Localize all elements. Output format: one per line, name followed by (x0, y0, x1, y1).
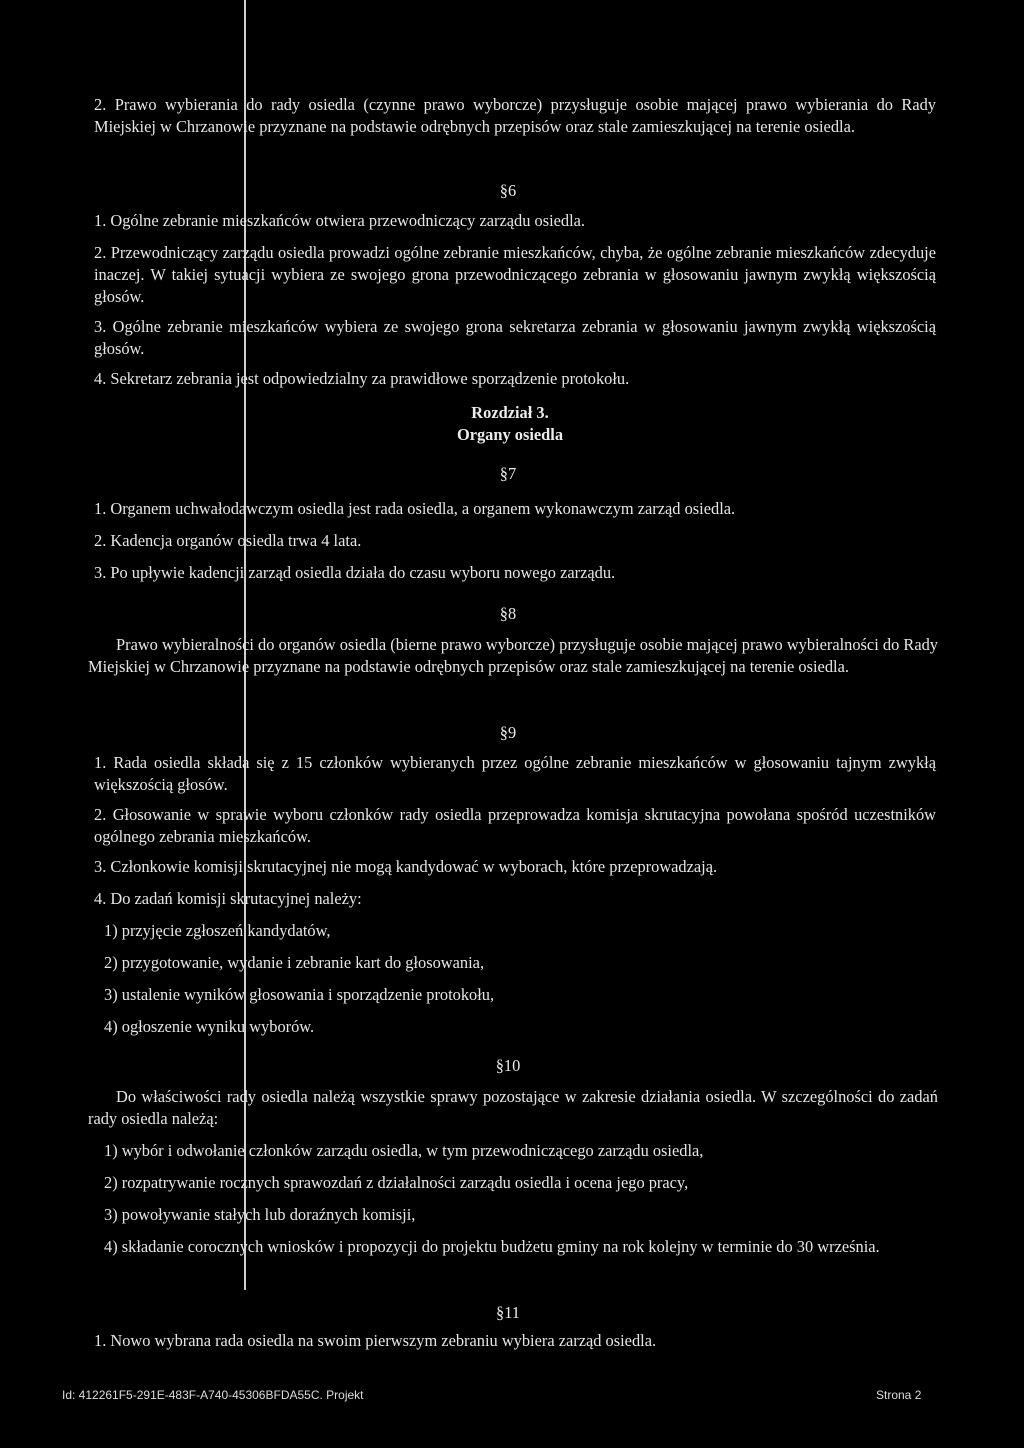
paragraph-5-2: 2. Prawo wybierania do rady osiedla (czynne prawo wyborcze) przysługuje osobie mającej prawo wybierania do Rady Miejskiej w Chrzanowie przyznane na podstawie odrębnych przepisów oraz stale zamieszkującej na terenie osiedla. (94, 95, 936, 136)
paragraph-7-3: 3. Po upływie kadencji zarząd osiedla działa do czasu wyboru nowego zarządu. (94, 563, 616, 582)
paragraph-6-2: 2. Przewodniczący zarządu osiedla prowadzi ogólne zebranie mieszkańców, chyba, że ogólne zebranie mieszkańców zdecyduje inaczej. W takiej sytuacji wybiera ze swojego grona przewodniczącego zebrania w głosowaniu jawnym zwykłą większością głosów. (94, 243, 936, 306)
paragraph-8: Prawo wybieralności do organów osiedla (bierne prawo wyborcze) przysługuje osobie mającej prawo wybieralności do Rady Miejskiej w Chrzanowie przyznane na podstawie odrębnych przepisów oraz stale zamieszkującej na terenie osiedla. (88, 635, 938, 676)
list-item-9-4-1: 1) przyjęcie zgłoszeń kandydatów, (104, 921, 331, 940)
chapter-title: Organy osiedla (456, 425, 564, 444)
list-item-10-3: 3) powoływanie stałych lub doraźnych komisji, (104, 1205, 416, 1224)
paragraph-9-2: 2. Głosowanie w sprawie wyboru członków rady osiedla przeprowadza komisja skrutacyjna powołana spośród uczestników ogólnego zebrania mieszkańców. (94, 805, 936, 846)
list-item-9-4-3: 3) ustalenie wyników głosowania i sporządzenie protokołu, (104, 985, 495, 1004)
paragraph-9-4: 4. Do zadań komisji skrutacyjnej należy: (94, 889, 362, 908)
list-item-10-1: 1) wybór i odwołanie członków zarządu osiedla, w tym przewodniczącego zarządu osiedla, (104, 1141, 704, 1160)
paragraph-9-1: 1. Rada osiedla składa się z 15 członków wybieranych przez ogólne zebranie mieszkańców w głosowaniu tajnym zwykłą większością głosów. (94, 753, 936, 794)
section-10-heading: §10 (495, 1056, 521, 1075)
document-id-footer: Id: 412261F5-291E-483F-A740-45306BFDA55C. Projekt (62, 1388, 364, 1402)
section-6-heading: §6 (499, 181, 517, 200)
list-item-9-4-2: 2) przygotowanie, wydanie i zebranie kart do głosowania, (104, 953, 485, 972)
page-number: Strona 2 (876, 1388, 922, 1402)
paragraph-10: Do właściwości rady osiedla należą wszystkie sprawy pozostające w zakresie działania osiedla. W szczególności do zadań rady osiedla należą: (88, 1087, 938, 1128)
list-item-10-4: 4) składanie corocznych wniosków i propozycji do projektu budżetu gminy na rok kolejny w terminie do 30 września. (104, 1237, 880, 1256)
section-11-heading: §11 (496, 1303, 520, 1322)
paragraph-7-2: 2. Kadencja organów osiedla trwa 4 lata. (94, 531, 362, 550)
paragraph-6-4: 4. Sekretarz zebrania jest odpowiedzialny za prawidłowe sporządzenie protokołu. (94, 369, 630, 388)
paragraph-7-1: 1. Organem uchwałodawczym osiedla jest rada osiedla, a organem wykonawczym zarząd osiedla. (94, 499, 736, 518)
paragraph-11-1: 1. Nowo wybrana rada osiedla na swoim pierwszym zebraniu wybiera zarząd osiedla. (94, 1331, 657, 1350)
section-9-heading: §9 (499, 723, 517, 742)
paragraph-9-3: 3. Członkowie komisji skrutacyjnej nie mogą kandydować w wyborach, które przeprowadzają. (94, 857, 718, 876)
section-7-heading: §7 (499, 464, 517, 483)
chapter-number: Rozdział 3. (471, 403, 549, 422)
list-item-9-4-4: 4) ogłoszenie wyniku wyborów. (104, 1017, 315, 1036)
paragraph-6-3: 3. Ogólne zebranie mieszkańców wybiera ze swojego grona sekretarza zebrania w głosowaniu jawnym zwykłą większością głosów. (94, 317, 936, 358)
section-8-heading: §8 (499, 604, 517, 623)
list-item-10-2: 2) rozpatrywanie rocznych sprawozdań z działalności zarządu osiedla i ocena jego pracy, (104, 1173, 689, 1192)
paragraph-6-1: 1. Ogólne zebranie mieszkańców otwiera przewodniczący zarządu osiedla. (94, 211, 586, 230)
